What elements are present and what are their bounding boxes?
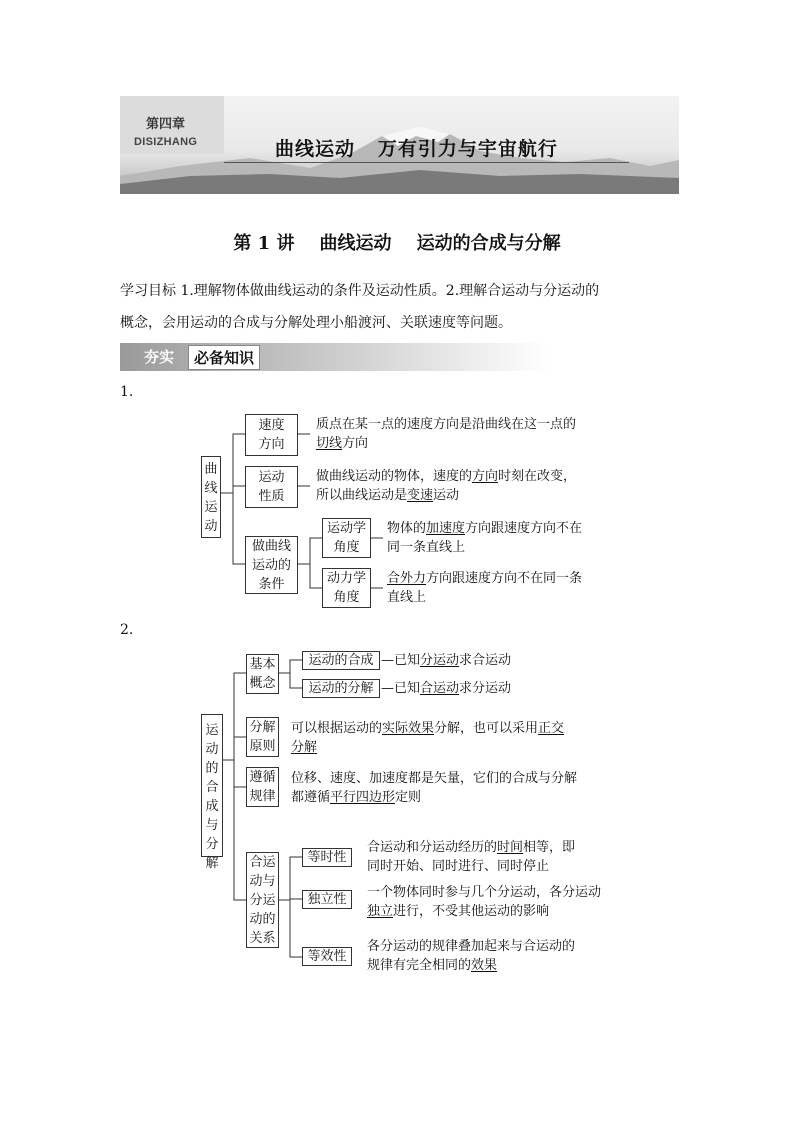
lesson-title: 第 1 讲 曲线运动 运动的合成与分解 (233, 233, 561, 254)
d1-box-dynamics: 动力学 角度 (322, 568, 371, 608)
objectives-line-1: 学习目标 1.理解物体做曲线运动的条件及运动性质。2.理解合运动与分运动的 (120, 283, 600, 299)
d2-text-decomposition: —已知合运动求分运动 (381, 681, 512, 696)
d2-box-basic-concept: 基本 概念 (246, 654, 279, 694)
d1-box-motion-nature: 运动 性质 (245, 466, 298, 508)
d2-box-rules: 遵循 规律 (246, 767, 279, 807)
section-label-b: 必备知识 (188, 345, 260, 370)
d1-box-velocity-direction: 速度 方向 (245, 414, 298, 456)
chapter-pinyin: DISIZHANG (134, 136, 198, 148)
item-number-1: 1. (120, 384, 134, 400)
item-number-2: 2. (120, 622, 134, 638)
d2-text-simultaneity: 合运动和分运动经历的时间相等，即 同时开始、同时进行、同时停止 (367, 840, 576, 874)
d2-root-box: 运 动 的 合 成 与 分 解 (201, 714, 223, 857)
d1-text-velocity-direction: 质点在某一点的速度方向是沿曲线在这一点的 切线方向 (316, 417, 577, 451)
section-label-a: 夯实 (144, 348, 175, 366)
objectives-line-2: 概念，会用运动的合成与分解处理小船渡河、关联速度等问题。 (120, 315, 512, 331)
chapter-label: 第四章 (146, 117, 186, 132)
d2-box-relationship: 合运 动与 分运 动的 关系 (246, 852, 279, 948)
d2-text-independence: 一个物体同时参与几个分运动，各分运动 独立进行，不受其他运动的影响 (367, 885, 602, 919)
d2-text-composition: —已知分运动求合运动 (381, 653, 512, 668)
d2-box-independence: 独立性 (302, 890, 352, 909)
d1-text-motion-nature: 做曲线运动的物体，速度的方向时刻在改变， 所以曲线运动是变速运动 (316, 469, 577, 503)
d2-box-composition: 运动的合成 (302, 651, 380, 670)
d2-text-equivalence: 各分运动的规律叠加起来与合运动的 规律有完全相同的效果 (367, 939, 576, 973)
d2-box-decomposition: 运动的分解 (302, 679, 380, 698)
d1-root-box: 曲 线 运 动 (201, 456, 221, 538)
d1-text-kinematics: 物体的加速度方向跟速度方向不在 同一条直线上 (387, 521, 583, 555)
d1-box-condition: 做曲线 运动的 条件 (245, 536, 298, 594)
d2-box-simultaneity: 等时性 (302, 848, 352, 867)
d2-box-equivalence: 等效性 (302, 947, 352, 966)
d2-text-rules: 位移、速度、加速度都是矢量，它们的合成与分解 都遵循平行四边形定则 (291, 771, 578, 805)
d1-box-kinematics: 运动学 角度 (322, 518, 371, 558)
d2-text-decomposition-principle: 可以根据运动的实际效果分解，也可以采用正交 分解 (291, 721, 565, 755)
d2-box-decomposition-principle: 分解 原则 (246, 717, 279, 757)
chapter-title: 曲线运动 万有引力与宇宙航行 (275, 138, 558, 160)
d1-text-dynamics: 合外力方向跟速度方向不在同一条 直线上 (387, 571, 583, 605)
